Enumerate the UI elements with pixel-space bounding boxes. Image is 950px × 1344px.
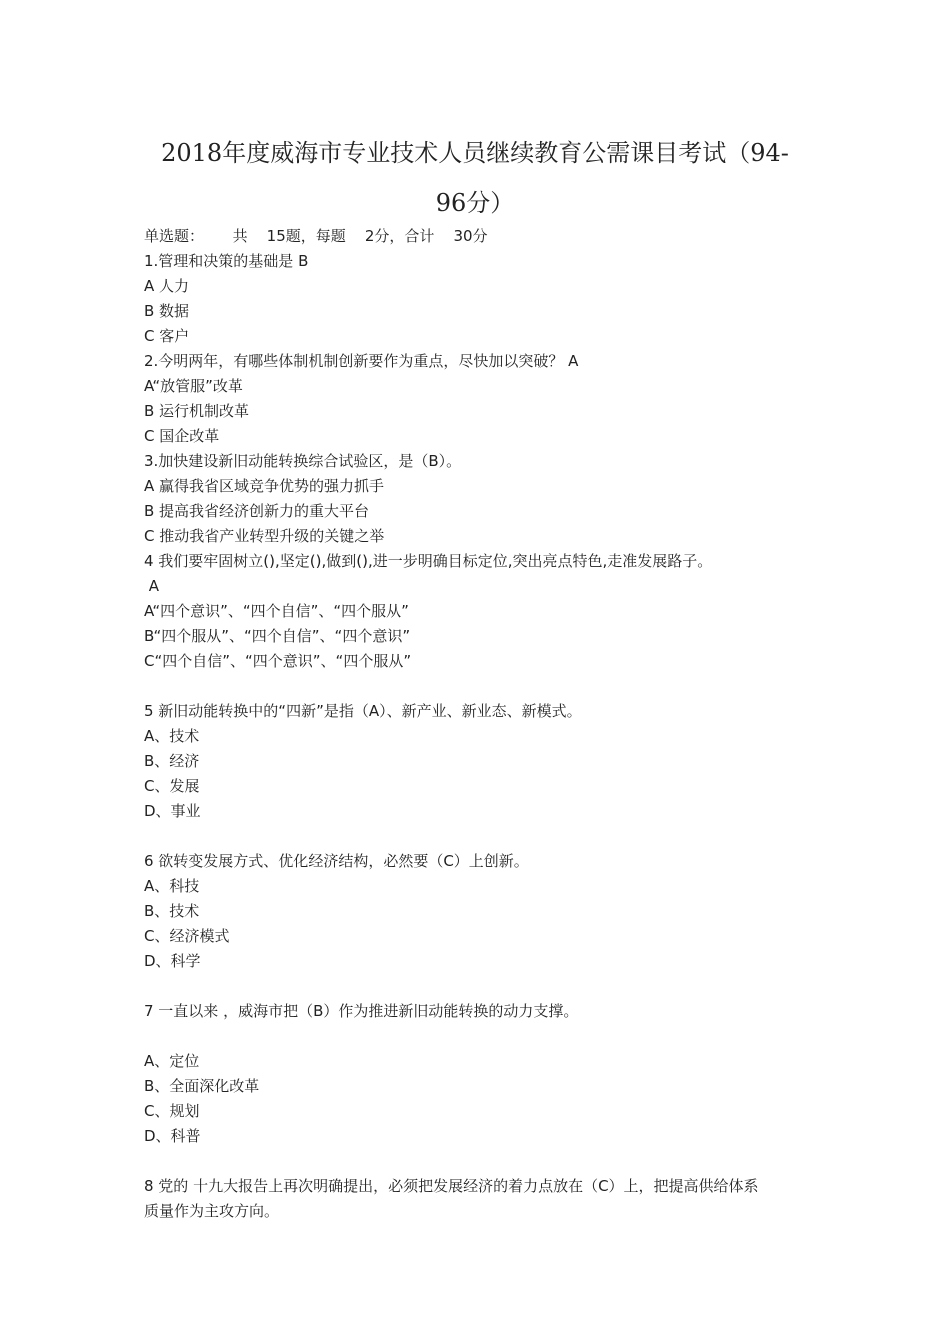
text-line: A 赢得我省区域竞争优势的强力抓手 [144, 477, 385, 495]
text-line: D、科普 [144, 1127, 201, 1145]
text-line: A“四个意识”、“四个自信”、“四个服从” [144, 602, 409, 620]
text-line: C、规划 [144, 1102, 200, 1120]
text-line: A、科技 [144, 877, 200, 895]
document-title [120, 128, 830, 228]
text-line: C 国企改革 [144, 427, 220, 445]
text-line: D、科学 [144, 952, 201, 970]
blank-line [144, 824, 824, 849]
blank-line [144, 1149, 824, 1174]
text-line: 6 欲转变发展方式、优化经济结构，必然要（C）上创新。 [144, 852, 529, 870]
text-line: 8 党的 十九大报告上再次明确提出，必须把发展经济的着力点放在（C）上，把提高供给体系 [144, 1177, 759, 1195]
text-line: D、事业 [144, 802, 201, 820]
text-line: C、发展 [144, 777, 200, 795]
section-header: 单选题： 共 15题，每题 2分，合计 30分 [144, 227, 488, 245]
blank-line [144, 674, 824, 699]
text-line: C、经济模式 [144, 927, 230, 945]
text-line: 质量作为主攻方向。 [144, 1202, 280, 1220]
text-line: C 推动我省产业转型升级的关键之举 [144, 527, 385, 545]
text-line: B、全面深化改革 [144, 1077, 260, 1095]
blank-line [144, 1024, 824, 1049]
text-line: 1.管理和决策的基础是 B [144, 252, 309, 270]
text-line: A、定位 [144, 1052, 200, 1070]
text-line: C 客户 [144, 327, 190, 345]
title-line-1: 2018年度威海市专业技术人员继续教育公需课目考试（94- [161, 139, 789, 167]
document-body [144, 224, 824, 1224]
text-line: 3.加快建设新旧动能转换综合试验区，是（B）。 [144, 452, 462, 470]
text-line: 2.今明两年，有哪些体制机制创新要作为重点，尽快加以突破？ A [144, 352, 579, 370]
text-line: B 数据 [144, 302, 190, 320]
text-line: 7 一直以来 ，威海市把（B）作为推进新旧动能转换的动力支撑。 [144, 1002, 579, 1020]
text-line: C“四个自信”、“四个意识”、“四个服从” [144, 652, 412, 670]
text-line: B、技术 [144, 902, 200, 920]
text-line: A [144, 577, 160, 595]
blank-line [144, 974, 824, 999]
text-line: B 提高我省经济创新力的重大平台 [144, 502, 370, 520]
question-list [144, 249, 824, 1224]
text-line: A“放管服”改革 [144, 377, 243, 395]
title-line-2: 96分） [435, 189, 515, 217]
text-line: A 人力 [144, 277, 190, 295]
text-line: 4 我们要牢固树立(),坚定(),做到(),进一步明确目标定位,突出亮点特色,走准发展路子。 [144, 552, 713, 570]
text-line: B 运行机制改革 [144, 402, 250, 420]
text-line: B、经济 [144, 752, 200, 770]
text-line: B“四个服从”、“四个自信”、“四个意识” [144, 627, 411, 645]
text-line: 5 新旧动能转换中的“四新”是指（A）、新产业、新业态、新模式。 [144, 702, 582, 720]
text-line: A、技术 [144, 727, 200, 745]
